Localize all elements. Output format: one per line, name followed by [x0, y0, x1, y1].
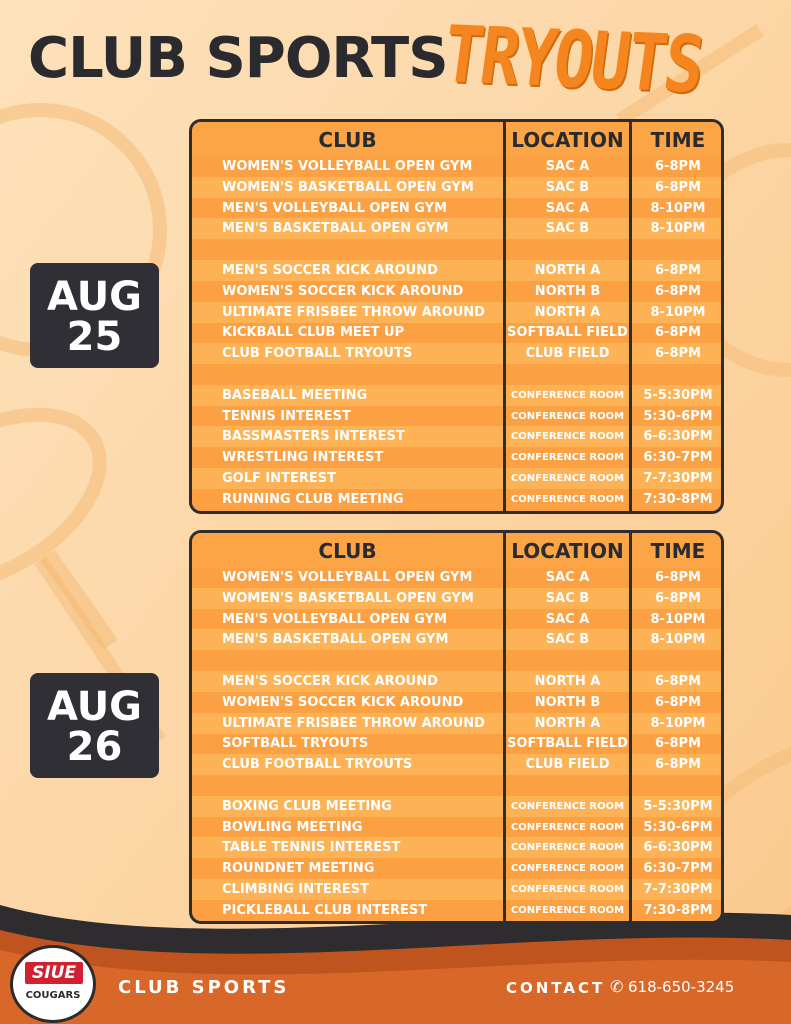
cell-time: 8-10PM	[650, 200, 706, 216]
cell-club: ROUNDNET MEETING	[222, 861, 375, 877]
table-row	[192, 489, 721, 510]
cell-club: SOFTBALL TRYOUTS	[222, 736, 369, 752]
table-row	[192, 629, 721, 650]
table-row	[192, 406, 721, 427]
table-row	[192, 468, 721, 489]
table-row	[192, 447, 721, 468]
cell-time: 5:30-6PM	[643, 819, 713, 835]
cell-club: MEN'S SOCCER KICK AROUND	[222, 674, 438, 689]
cell-time: 6-6:30PM	[643, 429, 713, 445]
footer-club-sports: CLUB SPORTS	[118, 977, 290, 998]
table-row	[192, 609, 721, 630]
table-row	[192, 156, 721, 177]
cell-time: 6-8PM	[655, 159, 701, 174]
cell-location: CONFERENCE ROOM	[510, 884, 625, 895]
cell-location: CONFERENCE ROOM	[510, 473, 625, 484]
footer-contact-label: CONTACT	[506, 979, 606, 997]
cell-club: MEN'S BASKETBALL OPEN GYM	[222, 221, 449, 237]
cell-club: WOMEN'S SOCCER KICK AROUND	[222, 694, 464, 710]
cell-club: GOLF INTEREST	[222, 471, 336, 486]
cell-time: 6-8PM	[655, 325, 701, 341]
table-row	[192, 588, 721, 609]
table-header	[192, 122, 721, 156]
header-location: LOCATION	[511, 128, 624, 152]
cell-club: ULTIMATE FRISBEE THROW AROUND	[222, 304, 485, 320]
cell-time: 5:30-6PM	[643, 408, 713, 424]
table-row	[192, 198, 721, 219]
cell-club: MEN'S BASKETBALL OPEN GYM	[222, 632, 449, 648]
table-row	[192, 385, 721, 406]
table-row	[192, 879, 721, 900]
cell-location: CONFERENCE ROOM	[510, 410, 625, 422]
cell-time: 8-10PM	[650, 632, 706, 648]
title-accent: TRYOUTS	[437, 10, 708, 111]
table-header	[192, 533, 721, 567]
cell-time: 6:30-7PM	[643, 861, 713, 877]
cell-location: NORTH A	[534, 715, 601, 731]
table-row	[192, 567, 721, 588]
cell-club: BASEBALL MEETING	[222, 387, 368, 403]
date-day: 26	[66, 724, 123, 770]
table-row	[192, 177, 721, 198]
cell-location: CONFERENCE ROOM	[510, 389, 625, 401]
cell-time: 7-7:30PM	[643, 882, 713, 897]
table-row	[192, 671, 721, 692]
cell-club: WOMEN'S VOLLEYBALL OPEN GYM	[222, 570, 473, 585]
date-day: 25	[66, 314, 123, 360]
cell-time: 7:30-8PM	[643, 902, 713, 918]
cell-location: SAC A	[545, 200, 590, 216]
table-row	[192, 733, 721, 754]
footer-phone: 618-650-3245	[628, 978, 735, 996]
cell-time: 8-10PM	[650, 611, 706, 627]
header-club: CLUB	[318, 128, 377, 152]
cell-club: MEN'S SOCCER KICK AROUND	[222, 263, 438, 278]
cell-club: BOWLING MEETING	[222, 819, 363, 835]
table-row	[192, 713, 721, 734]
cell-location: NORTH A	[534, 263, 601, 278]
cell-time: 6:30-7PM	[643, 450, 713, 466]
column-divider	[503, 122, 506, 511]
cell-club: WOMEN'S BASKETBALL OPEN GYM	[222, 179, 474, 195]
cell-club: KICKBALL CLUB MEET UP	[222, 325, 405, 341]
cell-club: CLUB FOOTBALL TRYOUTS	[222, 346, 413, 362]
cell-club: TENNIS INTEREST	[222, 408, 351, 424]
table-row	[192, 302, 721, 323]
date-badge-aug-25	[30, 263, 159, 368]
cell-location: SOFTBALL FIELD	[507, 736, 628, 752]
cell-time: 7-7:30PM	[643, 471, 713, 486]
cell-club: WOMEN'S BASKETBALL OPEN GYM	[222, 590, 474, 606]
cell-time: 6-8PM	[655, 263, 701, 278]
cell-time: 5-5:30PM	[643, 798, 713, 814]
table-row	[192, 364, 721, 385]
cell-time: 7:30-8PM	[643, 491, 713, 507]
cell-club: TABLE TENNIS INTEREST	[222, 840, 401, 856]
cell-location: CONFERENCE ROOM	[510, 842, 625, 854]
cell-club: RUNNING CLUB MEETING	[222, 491, 404, 507]
cell-time: 6-6:30PM	[643, 840, 713, 856]
date-badge-aug-26	[30, 673, 159, 778]
cell-location: CONFERENCE ROOM	[510, 800, 625, 812]
cell-club: CLUB FOOTBALL TRYOUTS	[222, 757, 413, 773]
cell-location: CLUB FIELD	[525, 757, 610, 773]
cell-location: SAC B	[545, 221, 590, 237]
cell-location: CONFERENCE ROOM	[510, 431, 625, 443]
cell-location: SAC B	[545, 179, 590, 195]
table-row	[192, 837, 721, 858]
cell-club: MEN'S VOLLEYBALL OPEN GYM	[222, 200, 447, 216]
cell-club: BOXING CLUB MEETING	[222, 798, 392, 814]
cell-time: 6-8PM	[655, 757, 701, 773]
header-time: TIME	[650, 539, 706, 563]
cell-location: CONFERENCE ROOM	[510, 863, 625, 875]
schedule-table-aug-25	[189, 119, 724, 514]
cell-club: BASSMASTERS INTEREST	[222, 429, 405, 445]
logo-siue: SIUE	[25, 962, 83, 984]
table-row	[192, 260, 721, 281]
cell-location: SAC B	[545, 632, 590, 648]
table-row	[192, 858, 721, 879]
cell-time: 8-10PM	[650, 221, 706, 237]
cell-club: PICKLEBALL CLUB INTEREST	[222, 902, 428, 918]
table-row	[192, 754, 721, 775]
table-row	[192, 281, 721, 302]
cell-club: WOMEN'S SOCCER KICK AROUND	[222, 283, 464, 299]
table-row	[192, 796, 721, 817]
cell-location: CONFERENCE ROOM	[510, 821, 625, 833]
cell-club: WOMEN'S VOLLEYBALL OPEN GYM	[222, 159, 473, 174]
column-divider	[629, 533, 632, 921]
siue-cougars-logo	[10, 945, 96, 1023]
logo-cougars: COUGARS	[25, 990, 81, 1001]
table-row	[192, 322, 721, 343]
date-month: AUG	[46, 684, 143, 730]
phone-icon: ✆	[610, 977, 624, 996]
cell-location: SOFTBALL FIELD	[507, 325, 628, 341]
header-club: CLUB	[318, 539, 377, 563]
cell-location: SAC A	[545, 611, 590, 627]
table-row	[192, 343, 721, 364]
cell-time: 6-8PM	[655, 570, 701, 585]
column-divider	[629, 122, 632, 511]
table-row	[192, 900, 721, 921]
table-row	[192, 775, 721, 796]
table-row	[192, 650, 721, 671]
title-main: CLUB SPORTS	[28, 26, 448, 91]
cell-club: ULTIMATE FRISBEE THROW AROUND	[222, 715, 485, 731]
cell-club: CLIMBING INTEREST	[222, 882, 370, 897]
table-row	[192, 239, 721, 260]
table-row	[192, 817, 721, 838]
header-time: TIME	[650, 128, 706, 152]
cell-time: 6-8PM	[655, 674, 701, 689]
cell-location: NORTH A	[534, 674, 601, 689]
cell-location: CLUB FIELD	[525, 346, 610, 362]
cell-club: MEN'S VOLLEYBALL OPEN GYM	[222, 611, 447, 627]
cell-club: WRESTLING INTEREST	[222, 450, 384, 466]
header-location: LOCATION	[511, 539, 624, 563]
table-row	[192, 218, 721, 239]
cell-time: 8-10PM	[650, 304, 706, 320]
schedule-table-aug-26	[189, 530, 724, 924]
cell-time: 5-5:30PM	[643, 387, 713, 403]
cell-location: CONFERENCE ROOM	[510, 452, 625, 464]
cell-location: CONFERENCE ROOM	[510, 493, 625, 505]
cell-time: 6-8PM	[655, 346, 701, 362]
cell-location: CONFERENCE ROOM	[510, 904, 625, 916]
table-row	[192, 692, 721, 713]
cell-location: SAC A	[545, 570, 590, 585]
cell-location: NORTH A	[534, 304, 601, 320]
cell-location: SAC B	[545, 590, 590, 606]
cell-time: 6-8PM	[655, 736, 701, 752]
cell-location: NORTH B	[534, 283, 601, 299]
table-row	[192, 426, 721, 447]
cell-time: 6-8PM	[655, 179, 701, 195]
cell-time: 6-8PM	[655, 283, 701, 299]
cell-location: SAC A	[545, 159, 590, 174]
column-divider	[503, 533, 506, 921]
cell-location: NORTH B	[534, 694, 601, 710]
date-month: AUG	[46, 274, 143, 320]
cell-time: 6-8PM	[655, 694, 701, 710]
cell-time: 6-8PM	[655, 590, 701, 606]
cell-time: 8-10PM	[650, 715, 706, 731]
